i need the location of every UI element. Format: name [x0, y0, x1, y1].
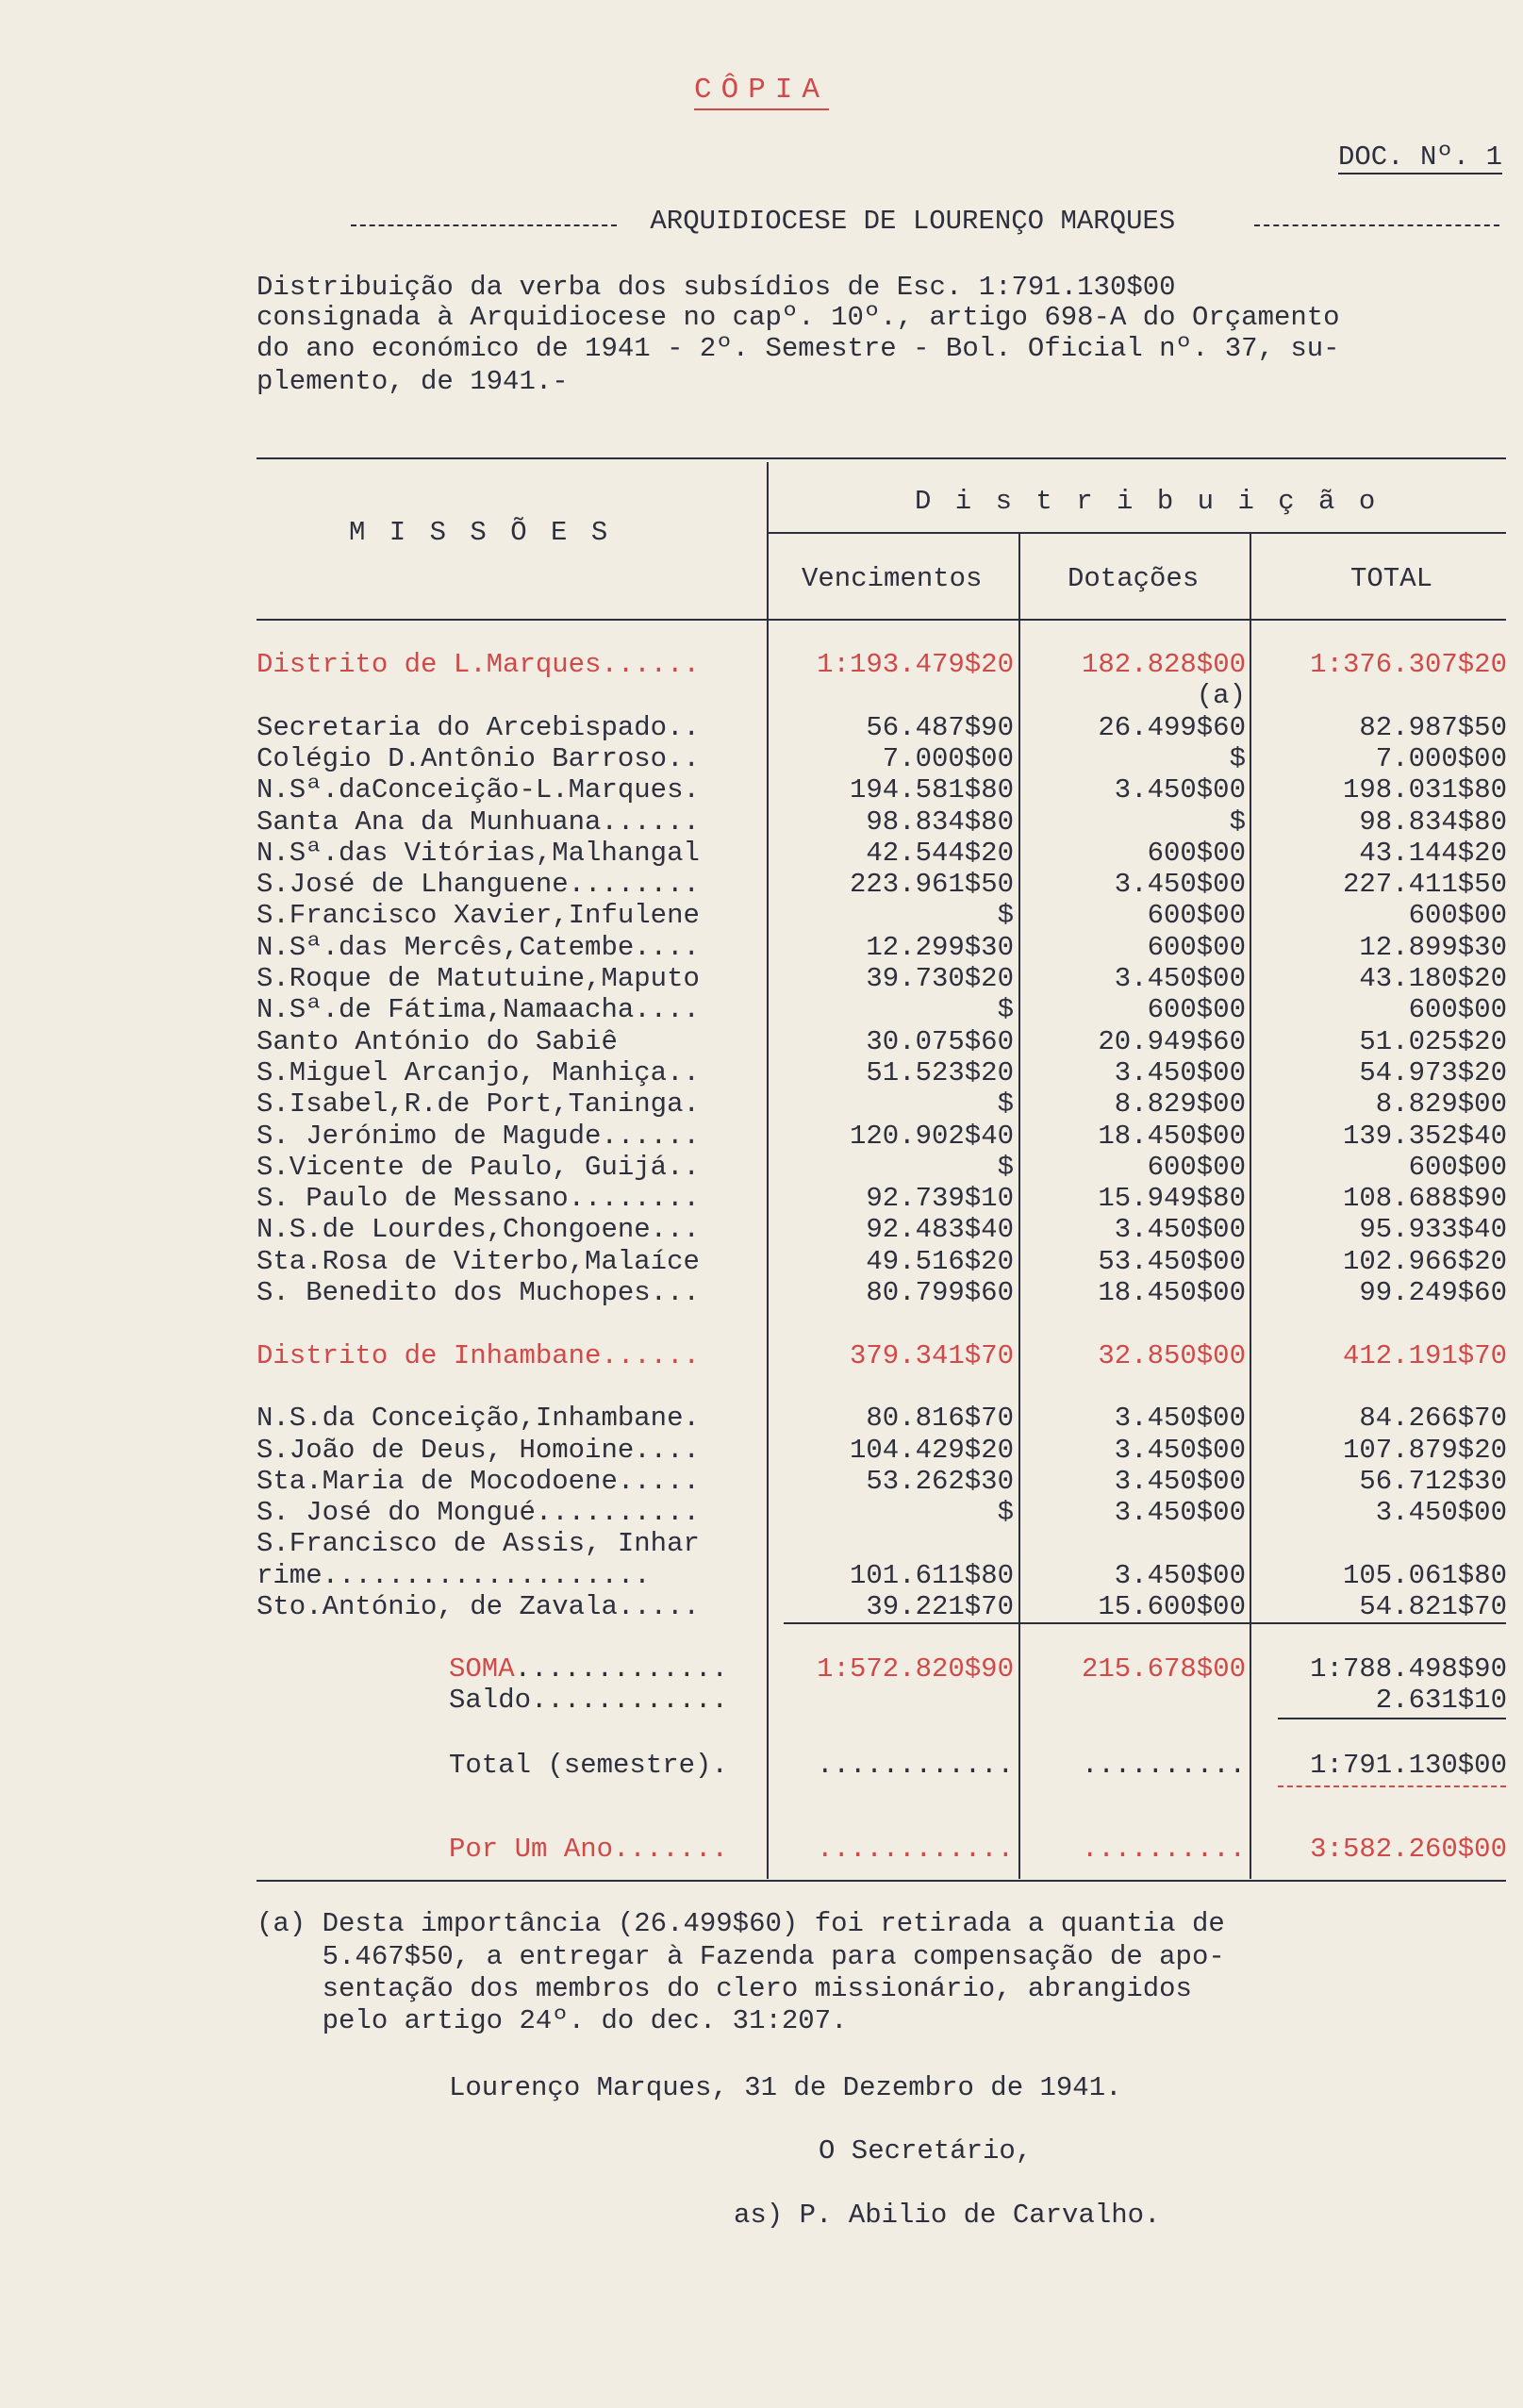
total-cell: 102.966$20 [1342, 1245, 1507, 1277]
total-cell: 43.144$20 [1359, 837, 1507, 869]
mission-name: S.Francisco de Assis, Inhar [257, 1528, 700, 1560]
footnote-line-3: sentação dos membros do clero missionário, abrangidos [257, 1973, 1192, 2004]
vencimentos-cell: 92.739$10 [866, 1183, 1014, 1215]
sum-rule [784, 1622, 1506, 1624]
total-cell: 8.829$00 [1375, 1088, 1507, 1121]
signatory-name: as) P. Abilio de Carvalho. [734, 2200, 1161, 2231]
total-cell: 108.688$90 [1342, 1183, 1507, 1215]
table-row [0, 774, 1523, 805]
vencimentos-cell: 80.816$70 [866, 1403, 1014, 1435]
total-cell: 54.821$70 [1359, 1591, 1507, 1622]
mission-name: S. Benedito dos Muchopes... [257, 1277, 700, 1308]
table-row [0, 743, 1523, 774]
dotacoes-cell: 26.499$60 [1098, 711, 1246, 743]
mission-name: N.Sª.das Vitórias,Malhangal [257, 837, 700, 869]
dotacoes-cell: 600$00 [1147, 931, 1246, 963]
table-row [0, 680, 1523, 711]
footnote-line-4: pelo artigo 24º. do dec. 31:207. [257, 2005, 848, 2036]
total-cell: 51.025$20 [1359, 1025, 1507, 1057]
dotacoes-cell: 3.450$00 [1114, 1559, 1246, 1591]
table-row [0, 1214, 1523, 1245]
mission-name: S.Miguel Arcanjo, Manhiça.. [257, 1056, 700, 1088]
table-row [0, 1308, 1523, 1339]
dotacoes-cell: 3.450$00 [1114, 1497, 1246, 1529]
table-row [0, 1560, 1523, 1591]
vencimentos-cell: $ [997, 900, 1014, 932]
dotacoes-cell: 18.450$00 [1098, 1277, 1246, 1308]
document-title: CÔPIA [0, 74, 1523, 107]
total-cell: 12.899$30 [1359, 931, 1507, 963]
mission-name: Secretaria do Arcebispado.. [257, 711, 700, 743]
document-number: DOC. Nº. 1 [1337, 141, 1502, 173]
table-row [0, 1466, 1523, 1497]
total-cell: 3.450$00 [1375, 1497, 1507, 1529]
mission-name: S. José do Mongué.......... [257, 1497, 700, 1529]
dotacoes-cell: $ [1229, 805, 1246, 838]
vencimentos-cell: 39.221$70 [866, 1591, 1014, 1622]
dotacoes-cell: 8.829$00 [1114, 1088, 1246, 1121]
vencimentos-cell: 53.262$30 [866, 1465, 1014, 1497]
dotacoes-cell: 3.450$00 [1114, 1465, 1246, 1497]
vencimentos-cell: $ [997, 994, 1014, 1026]
col-dotacoes: Dotações [1068, 563, 1200, 594]
mission-name: S. Paulo de Messano........ [257, 1183, 700, 1215]
total-cell: 1:376.307$20 [1310, 649, 1507, 680]
total-cell: 82.987$50 [1359, 711, 1507, 743]
table-row [0, 806, 1523, 838]
table-header-rule [257, 619, 1506, 621]
table-row [0, 1528, 1523, 1559]
dotacoes-cell: 3.450$00 [1114, 963, 1246, 994]
table-row [0, 1403, 1523, 1434]
mission-name: Santo António do Sabiê [257, 1025, 618, 1057]
mission-name: Sta.Rosa de Viterbo,Malaíce [257, 1245, 700, 1277]
total-cell: 84.266$70 [1359, 1403, 1507, 1435]
dotacoes-cell: 15.949$80 [1098, 1183, 1246, 1215]
table-row [0, 869, 1523, 900]
vencimentos-cell: 39.730$20 [866, 963, 1014, 994]
dotacoes-cell: 3.450$00 [1114, 1403, 1246, 1435]
table-row [0, 1121, 1523, 1152]
mission-name: Santa Ana da Munhuana...... [257, 805, 700, 838]
vencimentos-cell: 80.799$60 [866, 1277, 1014, 1308]
table-row [0, 1371, 1523, 1403]
vencimentos-cell: 7.000$00 [882, 742, 1014, 774]
dotacoes-cell: 20.949$60 [1098, 1025, 1246, 1057]
vencimentos-cell: 56.487$90 [866, 711, 1014, 743]
vencimentos-cell: 194.581$80 [849, 774, 1014, 806]
mission-name: Distrito de L.Marques...... [257, 649, 700, 680]
footnote-line-2: 5.467$50, a entregar à Fazenda para compensação de apo- [257, 1941, 1225, 1972]
vencimentos-cell: $ [997, 1497, 1014, 1529]
table-row [0, 1591, 1523, 1622]
dotacoes-cell: $ [1229, 742, 1246, 774]
total-cell: 412.191$70 [1342, 1339, 1507, 1371]
dotacoes-cell: 3.450$00 [1114, 774, 1246, 806]
dotacoes-cell: 32.850$00 [1098, 1339, 1246, 1371]
vencimentos-cell: $ [997, 1151, 1014, 1183]
district-row [0, 1340, 1523, 1371]
vencimentos-cell: 223.961$50 [849, 869, 1014, 901]
mission-name: rime.................... [257, 1559, 651, 1591]
mission-name: N.Sª.daConceição-L.Marques. [257, 774, 700, 806]
total-cell: 54.973$20 [1359, 1056, 1507, 1088]
mission-name: S.Isabel,R.de Port,Taninga. [257, 1088, 700, 1121]
table-row [0, 1246, 1523, 1277]
table-row [0, 1183, 1523, 1214]
mission-name: S. Jerónimo de Magude...... [257, 1120, 700, 1152]
vencimentos-cell: 104.429$20 [849, 1434, 1014, 1466]
total-cell: 105.061$80 [1342, 1559, 1507, 1591]
footnote-line-1: (a) Desta importância (26.499$60) foi retirada a quantia de [257, 1908, 1225, 1939]
vencimentos-cell: 12.299$30 [866, 931, 1014, 963]
mission-name: N.S.de Lourdes,Chongoene... [257, 1214, 700, 1246]
intro-line-4: plemento, de 1941.- [257, 366, 569, 397]
mission-name: S.João de Deus, Homoine.... [257, 1434, 700, 1466]
table-row [0, 1435, 1523, 1466]
mission-name: Sto.António, de Zavala..... [257, 1591, 700, 1622]
vencimentos-cell: 101.611$80 [849, 1559, 1014, 1591]
dotacoes-cell: 15.600$00 [1098, 1591, 1246, 1622]
mission-name: Colégio D.Antônio Barroso.. [257, 742, 700, 774]
vencimentos-cell: 1:193.479$20 [817, 649, 1014, 680]
total-cell: 139.352$40 [1342, 1120, 1507, 1152]
table-row [0, 1277, 1523, 1308]
total-cell: 107.879$20 [1342, 1434, 1507, 1466]
vencimentos-cell: 92.483$40 [866, 1214, 1014, 1246]
place-date: Lourenço Marques, 31 de Dezembro de 1941. [449, 2072, 1122, 2103]
total-cell: 98.834$80 [1359, 805, 1507, 838]
table-row [0, 1088, 1523, 1120]
total-cell: 227.411$50 [1342, 869, 1507, 901]
table-row [0, 900, 1523, 931]
archdiocese-heading: ARQUIDIOCESE DE LOURENÇO MARQUES [351, 206, 903, 237]
col-total: TOTAL [1350, 563, 1433, 594]
total-cell: 600$00 [1408, 900, 1507, 932]
total-cell: 600$00 [1408, 1151, 1507, 1183]
dotacoes-cell: 600$00 [1147, 900, 1246, 932]
total-semestre-row: Total (semestre). ............ .......... 1:791.130$00 [449, 1750, 1507, 1781]
saldo-rule [1278, 1718, 1506, 1719]
col-vencimentos: Vencimentos [802, 563, 983, 594]
table-row [0, 994, 1523, 1025]
dotacoes-cell: 600$00 [1147, 837, 1246, 869]
mission-name: S.Vicente de Paulo, Guijá.. [257, 1151, 700, 1183]
table-subheader-rule [768, 532, 1506, 534]
intro-line-2: consignada à Arquidiocese no capº. 10º., artigo 698-A do Orçamento [257, 302, 1340, 333]
total-cell: 56.712$30 [1359, 1465, 1507, 1497]
col-missoes: M I S S Õ E S [349, 517, 612, 548]
table-row [0, 1497, 1523, 1528]
table-row [0, 838, 1523, 869]
vencimentos-cell: 30.075$60 [866, 1025, 1014, 1057]
vencimentos-cell: 379.341$70 [849, 1339, 1014, 1371]
por-um-ano-row: Por Um Ano....... ............ .......... 3:582.260$00 [449, 1834, 1507, 1865]
heading-dash-right [1254, 224, 1499, 226]
mission-name: S.Roque de Matutuine,Maputo [257, 963, 700, 994]
total-cell: 198.031$80 [1342, 774, 1507, 806]
total-dash-rule [1278, 1785, 1506, 1787]
dotacoes-cell: 3.450$00 [1114, 1434, 1246, 1466]
table-row [0, 1152, 1523, 1183]
vencimentos-cell: 51.523$20 [866, 1056, 1014, 1088]
soma-row: SOMA............. 1:572.820$90 215.678$00 1:788.498$90 [449, 1653, 1507, 1685]
dotacoes-cell: 18.450$00 [1098, 1120, 1246, 1152]
col-distribuicao: D i s t r i b u i ç ã o [915, 486, 1380, 517]
mission-name: Distrito de Inhambane...... [257, 1339, 700, 1371]
total-cell: 99.249$60 [1359, 1277, 1507, 1308]
table-row [0, 1026, 1523, 1057]
dotacoes-cell: 53.450$00 [1098, 1245, 1246, 1277]
mission-name: Sta.Maria de Mocodoene..... [257, 1465, 700, 1497]
total-cell: 43.180$20 [1359, 963, 1507, 994]
dotacoes-cell: 600$00 [1147, 1151, 1246, 1183]
dotacoes-cell: (a) [1196, 680, 1246, 712]
mission-name: N.Sª.das Mercês,Catembe.... [257, 931, 700, 963]
intro-line-1: Distribuição da verba dos subsídios de Esc. 1:791.130$00 [257, 272, 1176, 303]
dotacoes-cell: 600$00 [1147, 994, 1246, 1026]
total-cell: 7.000$00 [1375, 742, 1507, 774]
table-top-rule [257, 457, 1506, 459]
table-row [0, 712, 1523, 743]
dotacoes-cell: 3.450$00 [1114, 1214, 1246, 1246]
table-bottom-rule [257, 1880, 1506, 1882]
vencimentos-cell: 120.902$40 [849, 1120, 1014, 1152]
dotacoes-cell: 182.828$00 [1081, 649, 1246, 680]
vencimentos-cell: 42.544$20 [866, 837, 1014, 869]
mission-name: N.Sª.de Fátima,Namaacha.... [257, 994, 700, 1026]
dotacoes-cell: 3.450$00 [1114, 869, 1246, 901]
district-row [0, 649, 1523, 680]
table-row [0, 932, 1523, 963]
mission-name: S.José de Lhanguene........ [257, 869, 700, 901]
table-row [0, 963, 1523, 994]
mission-name: S.Francisco Xavier,Infulene [257, 900, 700, 932]
saldo-row: Saldo............ 2.631$10 [449, 1685, 1507, 1716]
mission-name: N.S.da Conceição,Inhambane. [257, 1403, 700, 1435]
table-row [0, 1057, 1523, 1088]
total-cell: 95.933$40 [1359, 1214, 1507, 1246]
signatory-role: O Secretário, [819, 2135, 1033, 2167]
vencimentos-cell: $ [997, 1088, 1014, 1121]
vencimentos-cell: 98.834$80 [866, 805, 1014, 838]
total-cell: 600$00 [1408, 994, 1507, 1026]
vencimentos-cell: 49.516$20 [866, 1245, 1014, 1277]
intro-line-3: do ano económico de 1941 - 2º. Semestre - Bol. Oficial nº. 37, su- [257, 333, 1340, 364]
dotacoes-cell: 3.450$00 [1114, 1056, 1246, 1088]
